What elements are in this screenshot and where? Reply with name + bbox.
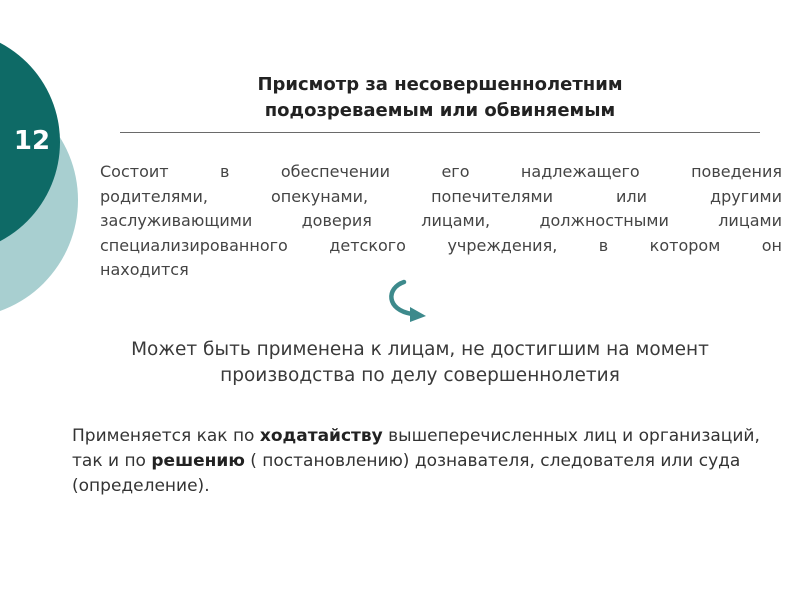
note-line-2: производства по делу совершеннолетия <box>220 365 620 386</box>
text-segment: Применяется как по <box>72 426 260 446</box>
slide-title <box>120 72 760 124</box>
note-line-1: Может быть применена к лицам, не достигшим на момент <box>131 339 709 360</box>
definition-line: Состоит в обеспечении его надлежащего поведения <box>100 162 782 181</box>
text-segment: ( постановлению) дознавателя, следователя или суда (определение). <box>72 451 741 496</box>
title-line-2: подозреваемым или обвиняемым <box>264 100 616 121</box>
emphasis-petition: ходатайству <box>259 426 383 446</box>
title-line-1: Присмотр за несовершеннолетним <box>257 74 623 95</box>
curved-arrow-icon <box>382 278 432 324</box>
text-segment: вышеперечисленных лиц и организаций, так и по <box>72 426 760 471</box>
application-paragraph <box>72 424 772 499</box>
definition-line: специализированного детского учреждения, в котором он <box>100 235 782 255</box>
definition-line: находится <box>100 260 189 279</box>
definition-paragraph <box>100 160 782 283</box>
definition-line: родителями, опекунами, попечителями или другими <box>100 186 782 206</box>
title-divider <box>120 132 760 133</box>
slide-number: 12 <box>13 126 51 156</box>
definition-line: заслуживающими доверия лицами, должностными лицами <box>100 211 782 230</box>
applicability-note <box>70 337 770 389</box>
emphasis-decision: решению <box>151 451 245 471</box>
